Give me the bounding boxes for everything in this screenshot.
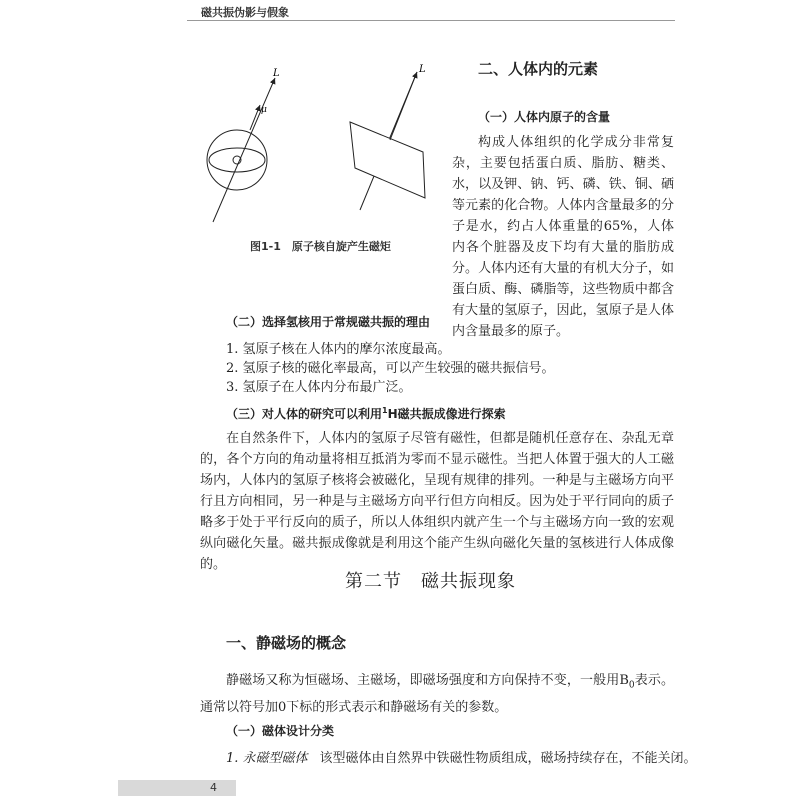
mu-label: μ (261, 105, 267, 115)
subheading-1h-imaging (226, 405, 506, 422)
static-field-subscript: 0 (628, 680, 635, 691)
running-header-title: 磁共振伪影与假象 (201, 6, 289, 19)
list-item-permanent-magnet (226, 747, 697, 766)
subheading-magnet-types: （一）磁体设计分类 (226, 724, 335, 738)
figure-caption: 图1-1 原子核自旋产生磁矩 (250, 240, 391, 253)
heading-static-field: 一、静磁场的概念 (226, 634, 347, 652)
figure-spin-diagram (195, 60, 445, 260)
spinning-nucleus-figure (207, 78, 275, 222)
heading-human-body-elements: 二、人体内的元素 (478, 60, 599, 78)
list-item-reason-1: 1. 氢原子核在人体内的摩尔浓度最高。 (226, 342, 451, 357)
vector-L-label-right: L (419, 64, 426, 75)
paragraph-hydrogen-magnetization: 在自然条件下，人体内的氢原子尽管有磁性，但都是随机任意存在、杂乱无章的，各个方向的角动量将相互抵消为零而不显示磁性。当把人体置于强大的人工磁场内，人体内的氢原子核将会被磁化，呈现有规律的排列。一种是与主磁场方向平行且方向相同，另一种是与主磁场方向平行但方向相反。因为处于平行同向的质子略多于处于平行反向的质子，所以人体组织内就产生一个与主磁场方向一致的宏观纵向磁化矢量。磁共振成像就是利用这个能产生纵向磁化矢量的氢核进行人体成像的。 (200, 431, 674, 572)
vector-L-label-left: L (273, 68, 280, 79)
list-item-reason-3: 3. 氢原子在人体内分布最广泛。 (226, 380, 412, 395)
paragraph-atom-content: 构成人体组织的化学成分非常复杂，主要包括蛋白质、脂肪、糖类、水，以及钾、钠、钙、磷、铁、铜、硒等元素的化合物。人体内含量最多的分子是水，约占人体重量的65%，人体内各个脏器及皮下均有大量的脂肪成分。人体内还有大量的有机大分子，如蛋白质、酶、磷脂等，这些物质中都含有大量的氢原子，因此，氢原子是人体内含量最多的原子。 (452, 135, 674, 339)
subheading-1h-suffix: H磁共振成像进行探索 (387, 407, 506, 421)
subheading-hydrogen-reason: （二）选择氢核用于常规磁共振的理由 (226, 315, 431, 329)
static-field-text-before: 静磁场又称为恒磁场、主磁场，即磁场强度和方向保持不变，一般用B (226, 673, 629, 688)
permanent-magnet-label: 1. 永磁型磁体 (226, 751, 308, 766)
subheading-1h-prefix: （三）对人体的研究可以利用 (226, 407, 383, 421)
subheading-atom-content: （一）人体内原子的含量 (478, 110, 611, 124)
permanent-magnet-text: 该型磁体由自然界中铁磁性物质组成，磁场持续存在，不能关闭。 (319, 751, 697, 766)
paragraph-static-field (200, 670, 674, 718)
page-number: 4 (210, 781, 217, 794)
list-item-reason-2: 2. 氢原子核的磁化率最高，可以产生较强的磁共振信号。 (226, 361, 555, 376)
section-title-mr-phenomenon: 第二节 磁共振现象 (345, 571, 516, 592)
magnetic-moment-plane-figure (350, 72, 425, 210)
subheading-1h-superscript: 1 (382, 406, 388, 415)
static-field-text-after: 表示。通常以符号加0下标的形式表示和静磁场有关的参数。 (200, 673, 674, 715)
footer-bar (118, 780, 236, 796)
